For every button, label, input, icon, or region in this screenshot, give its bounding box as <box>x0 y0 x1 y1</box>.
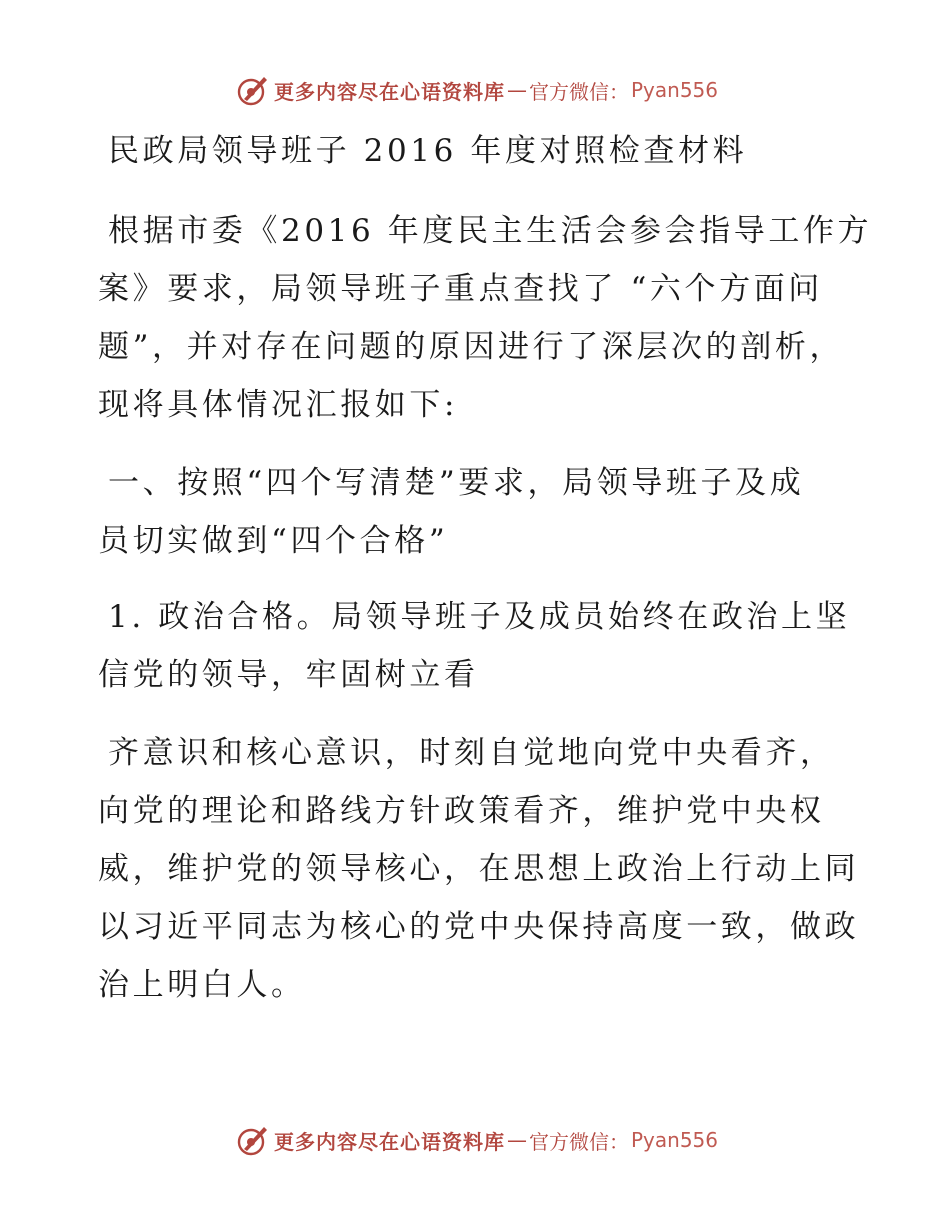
body-line: 向党的理论和路线方针政策看齐，维护党中央权 <box>98 793 825 829</box>
body-line: 威，维护党的领导核心，在思想上政治上行动上同 <box>98 851 860 887</box>
watermark-dash: — <box>507 78 527 102</box>
watermark-footer <box>236 1122 718 1158</box>
watermark-header <box>236 72 718 108</box>
quill-logo-icon <box>236 1123 270 1157</box>
item-line: 1. 政治合格。局领导班子及成员始终在政治上坚 <box>108 599 851 635</box>
watermark-wechat-id: Pyan556 <box>631 1128 719 1152</box>
watermark-wechat-id: Pyan556 <box>631 78 719 102</box>
watermark-brand: 更多内容尽在心语资料库 <box>274 1129 505 1154</box>
intro-line: 现将具体情况汇报如下: <box>98 387 459 423</box>
intro-line: 题”，并对存在问题的原因进行了深层次的剖析， <box>98 329 845 365</box>
item-paragraph <box>98 588 858 704</box>
intro-line: 根据市委《2016 年度民主生活会参会指导工作方 <box>108 213 873 249</box>
watermark-brand: 更多内容尽在心语资料库 <box>274 79 505 104</box>
watermark-wechat-label: 官方微信： <box>529 79 629 104</box>
item-line: 信党的领导，牢固树立看 <box>98 657 479 693</box>
heading-line: 员切实做到“四个合格” <box>98 523 449 559</box>
heading-line: 一、按照“四个写清楚”要求，局领导班子及成 <box>108 465 805 501</box>
watermark-wechat-label: 官方微信： <box>529 1129 629 1154</box>
intro-paragraph <box>98 202 873 434</box>
document-title: 民政局领导班子 2016 年度对照检查材料 <box>108 133 748 169</box>
quill-logo-icon <box>236 73 270 107</box>
section-heading <box>98 454 858 570</box>
body-paragraph <box>98 724 858 1014</box>
intro-line: 案》要求，局领导班子重点查找了 “六个方面问 <box>98 271 823 307</box>
body-line: 以习近平同志为核心的党中央保持高度一致，做政 <box>98 909 860 945</box>
document-body <box>98 118 873 1014</box>
body-line: 齐意识和核心意识，时刻自觉地向党中央看齐， <box>108 735 835 771</box>
watermark-dash: — <box>507 1128 527 1152</box>
body-line: 治上明白人。 <box>98 967 306 1003</box>
